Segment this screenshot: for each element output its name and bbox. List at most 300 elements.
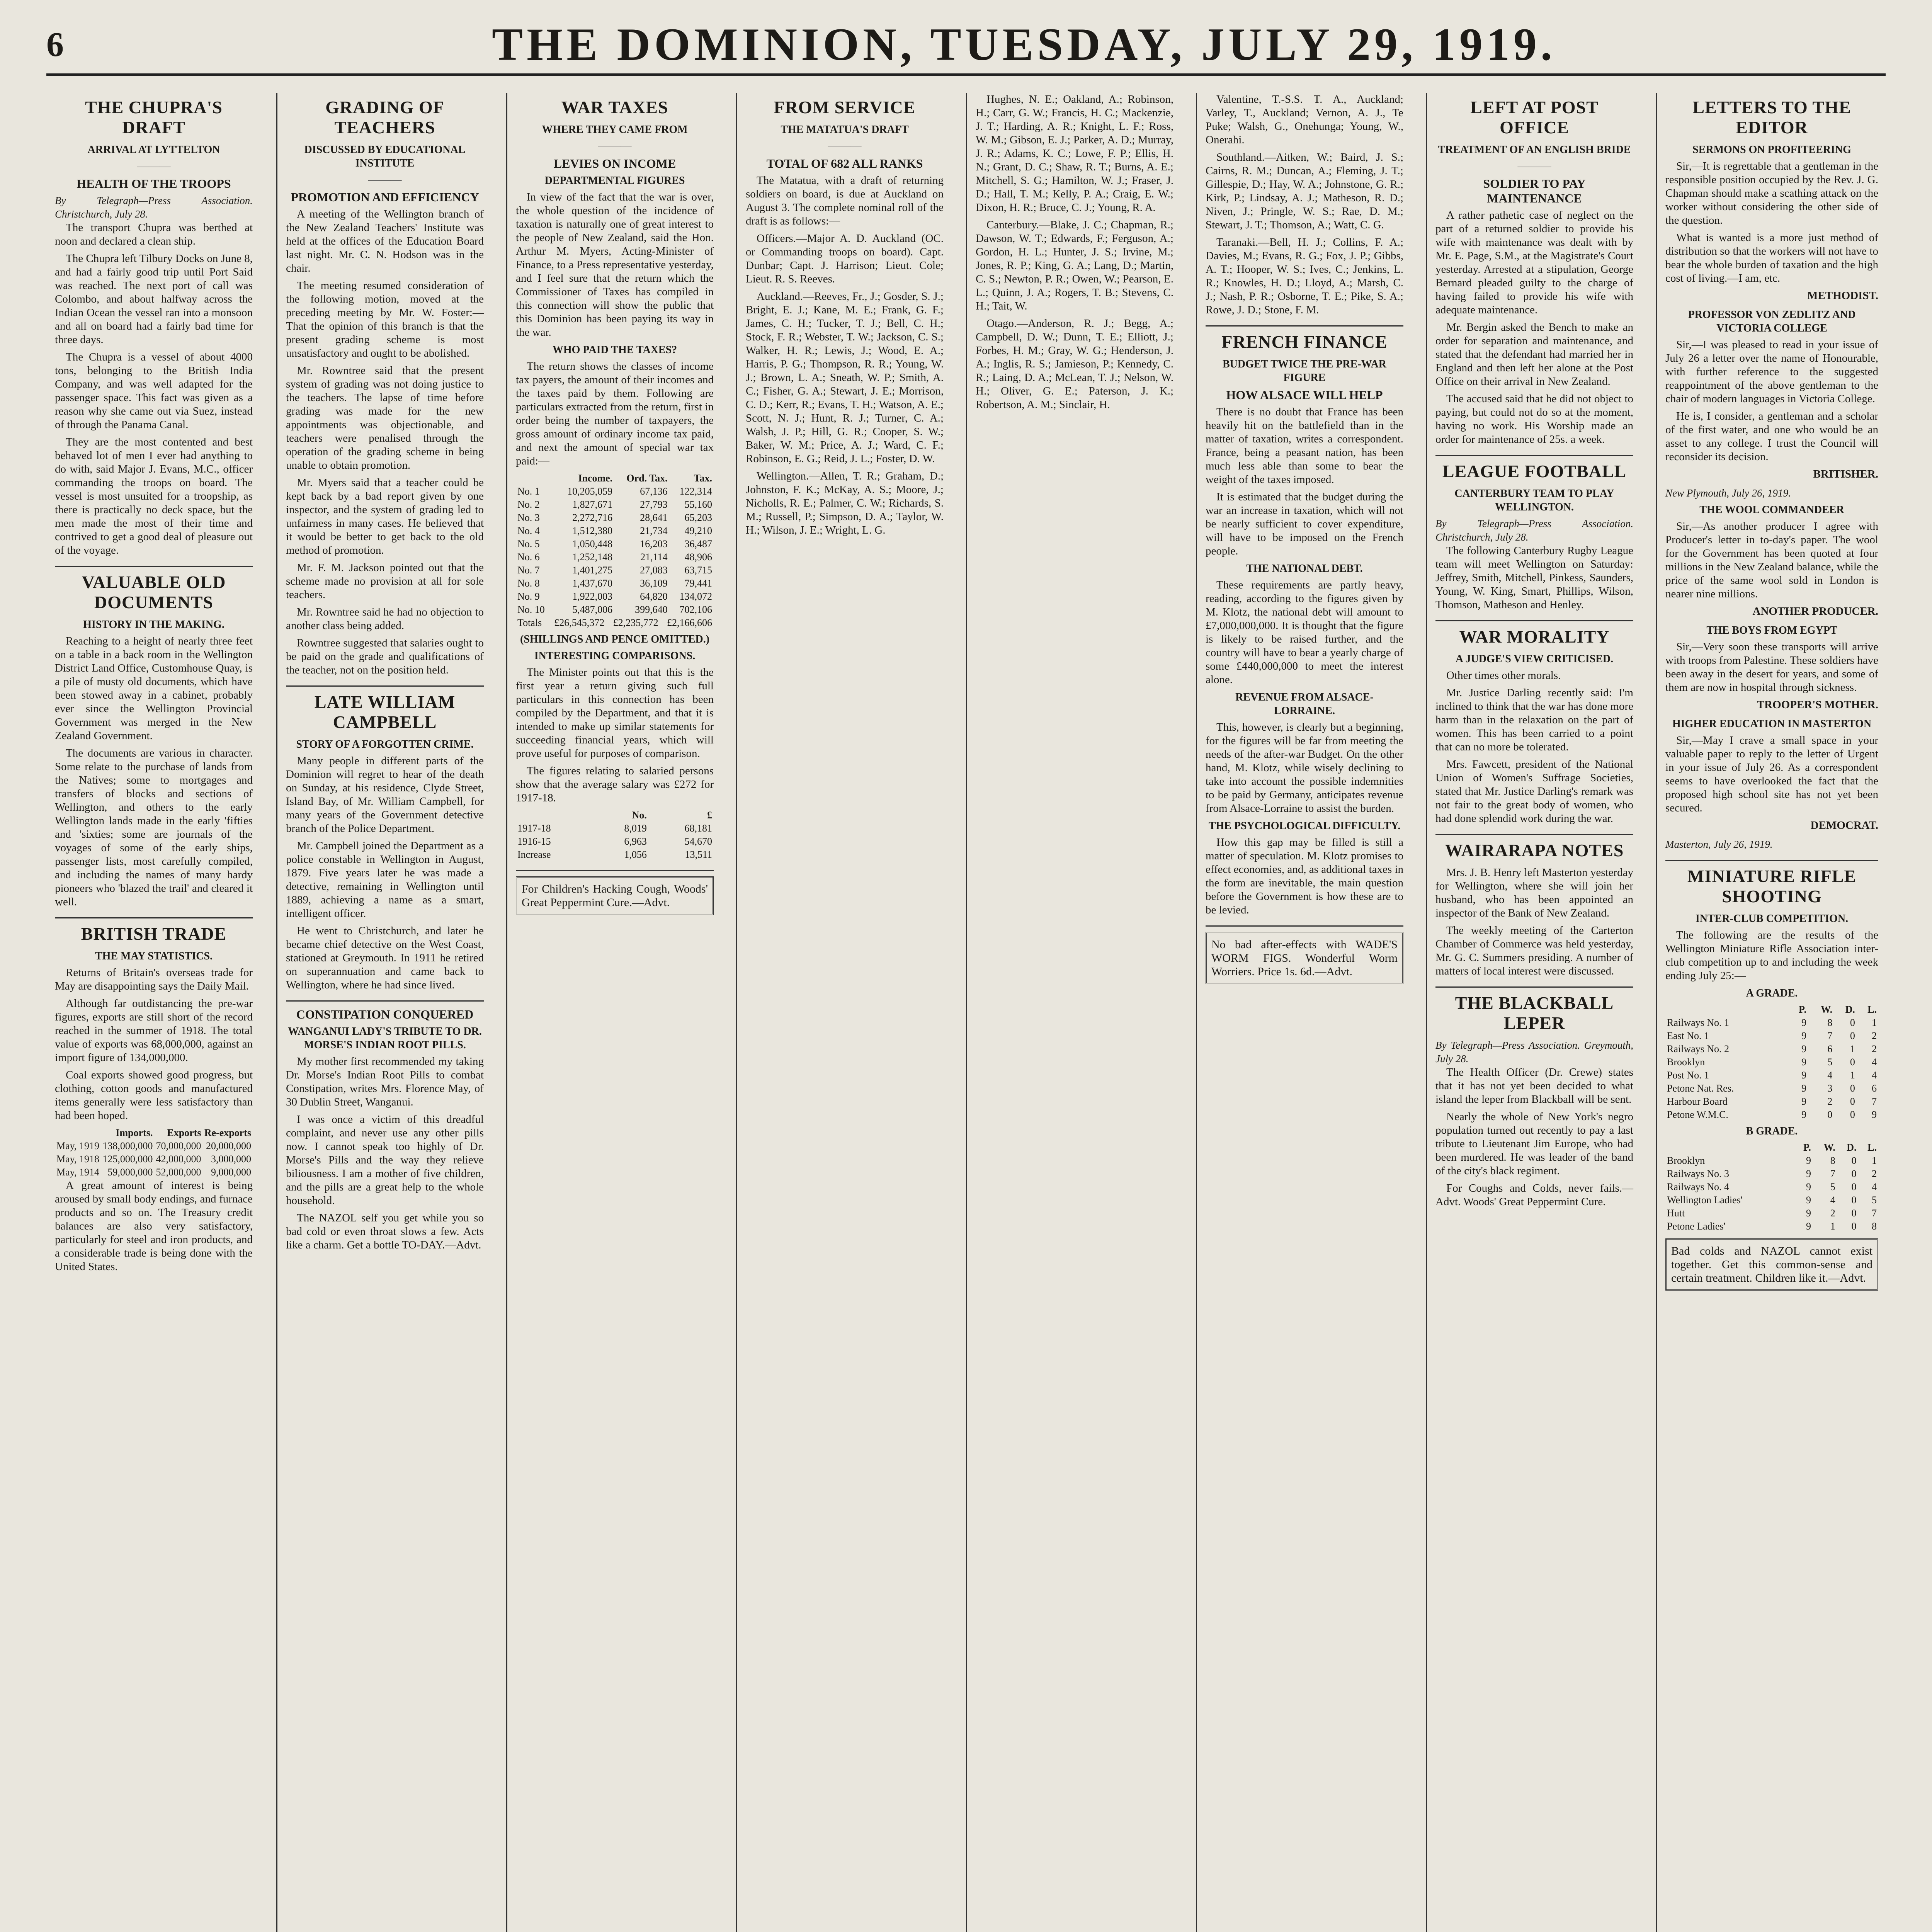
table-header-cell (55, 1126, 101, 1139)
valuable-body (55, 634, 253, 909)
table-cell: 63,715 (684, 565, 712, 576)
table-cell: 9 (1801, 1056, 1806, 1068)
table-cell: 9 (1872, 1109, 1877, 1120)
table-cell: 7 (1872, 1208, 1877, 1219)
british-trade-close (55, 1179, 253, 1274)
paragraph: Wellington.—Allen, T. R.; Graham, D.; Johnston, F. K.; McKay, A. S.; Moore, J.; Nicholls, R. E.; Palmer, C. W.; Richards, S. M.; Russell, P.; Simpson, D. A.; Taylor, W. H.; Wilson, J. E.; Wright, L. G. (746, 470, 944, 536)
table-row (1665, 1082, 1878, 1095)
table-cell: 21,114 (640, 551, 668, 563)
table-cell: 5 (1872, 1194, 1877, 1206)
table-cell: No. 6 (517, 551, 540, 563)
table-cell: No. 3 (517, 512, 540, 523)
income-table (516, 472, 714, 616)
war-morality-body (1435, 669, 1633, 825)
table-header-cell: Imports. (116, 1127, 153, 1138)
worm-figs-advert: No bad after-effects with WADE'S WORM FIGS. Wonderful Worm Worriers. Price 1s. 6d.—Advt. (1206, 932, 1403, 984)
table-cell: 59,000,000 (107, 1167, 153, 1178)
table-cell: No. 8 (517, 578, 540, 589)
nominal-roll (746, 174, 944, 537)
table-header-cell: W. (1821, 1004, 1833, 1015)
rifle-subhead: INTER-CLUB COMPETITION. (1695, 913, 1849, 925)
post-office-headline: LEFT AT POST OFFICE (1470, 97, 1599, 137)
table-cell: 1,512,380 (572, 525, 613, 536)
table-cell: 2,272,716 (572, 512, 613, 523)
income-note: (SHILLINGS AND PENCE OMITTED.) (520, 633, 710, 645)
b-grade-heading: B GRADE. (1746, 1125, 1798, 1137)
table-cell: 4 (1872, 1070, 1877, 1081)
blackball-byline: By Telegraph—Press Association. Greymouth, July 28. (1435, 1039, 1633, 1065)
paragraph: For Coughs and Colds, never fails.—Advt. Woods' Great Peppermint Cure. (1435, 1182, 1633, 1208)
paragraph: Mr. Myers said that a teacher could be kept back by a bad report given by one inspector, and the system of grading led to unfairness in many cases. He believed that it would be better to get back to the old method of promotion. (286, 476, 484, 556)
table-cell: 0 (1851, 1168, 1857, 1179)
paragraph: A rather pathetic case of neglect on the part of a returned soldier to provide his wife with maintenance was dealt with by Mr. E. Page, S.M., at the Magistrate's Court yesterday. Arrested at a stipulation, George Bernard pleaded guilty to the charge of having failed to provide his wife with adequate maintenance. (1435, 209, 1633, 316)
table-row (516, 835, 714, 848)
table-cell: 8 (1872, 1221, 1877, 1232)
table-cell: 7 (1827, 1030, 1833, 1041)
paragraph: The Chupra left Tilbury Docks on June 8, and had a fairly good trip until Port Said was reached. The next port of call was Colombo, and about halfway across the Indian Ocean the vessel ran into a monsoon and all on board had a fairly bad time for three days. (55, 252, 253, 346)
table-cell: 0 (1850, 1017, 1855, 1028)
nazol-advert: Bad colds and NAZOL cannot exist together. Get this common-sense and certain treatment. Children like it.—Advt. (1665, 1238, 1878, 1291)
table-cell: 1 (1872, 1017, 1877, 1028)
education-body (1665, 734, 1878, 815)
column-8 (1656, 93, 1887, 1932)
table-row (516, 564, 714, 577)
table-cell: No. 10 (517, 604, 545, 615)
table-cell: 49,210 (684, 525, 712, 536)
table-cell: No. 5 (517, 538, 540, 549)
valuable-headline: VALUABLE OLD DOCUMENTS (82, 572, 226, 612)
table-row (1665, 1029, 1878, 1043)
table-row (516, 848, 714, 861)
paragraph: Mr. Rowntree said that the present system of grading was not doing justice to the teachers. The lapse of time before grading was made for the new appointments was objectionable, and teachers were penalised through the operation of the grading scheme in being unable to obtain promotion. (286, 364, 484, 471)
paragraph: These requirements are partly heavy, reading, according to the figures given by M. Klotz, the national debt will amount to £7,000,000,000. It is thought that the figure is likely to be raised further, and the country will have to bear a yearly charge of some £440,000,000 to meet the interest alone. (1206, 579, 1403, 686)
paragraph: The weekly meeting of the Carterton Chamber of Commerce was held yesterday, Mr. G. C. Summers presiding. A number of matters of local interest were discussed. (1435, 924, 1633, 977)
table-cell: 2 (1872, 1168, 1877, 1179)
table-cell: 28,641 (640, 512, 668, 523)
paragraph: The Health Officer (Dr. Crewe) states that it has not yet been decided to what island the leper from Blackball will be sent. (1435, 1066, 1633, 1105)
table-cell: 64,820 (640, 591, 668, 602)
table-cell: 9 (1806, 1155, 1811, 1166)
table-cell: 0 (1851, 1194, 1857, 1206)
table-cell: 27,793 (640, 499, 668, 510)
table-header-cell: £ (707, 810, 712, 821)
post-office-section: SOLDIER TO PAY MAINTENANCE (1483, 177, 1586, 205)
paragraph: Nearly the whole of New York's negro population turned out recently to pay a last tribute to Lieutenant Jim Europe, who had been murdered. He was leader of the band of the city's black regiment. (1435, 1111, 1633, 1177)
table-cell: 138,000,000 (102, 1140, 153, 1151)
table-header-cell: Tax. (694, 473, 712, 484)
table-cell: May, 1918 (56, 1153, 99, 1165)
table-row (1665, 1180, 1878, 1194)
paragraph: Mrs. J. B. Henry left Masterton yesterday for Wellington, where she will join her husband, who has been appointed an inspector of the Bank of New Zealand. (1435, 866, 1633, 919)
table-row (1665, 1069, 1878, 1082)
table-cell: 9,000,000 (211, 1167, 251, 1178)
table-header-cell: D. (1847, 1142, 1857, 1153)
page-number: 6 (46, 25, 64, 64)
table-header-cell (516, 472, 554, 485)
campbell-headline: LATE WILLIAM CAMPBELL (314, 692, 456, 732)
table-cell: 13,511 (685, 849, 712, 860)
table-row (1665, 1154, 1878, 1167)
table-cell: May, 1919 (56, 1140, 99, 1151)
league-body (1435, 544, 1633, 612)
column-5 (966, 93, 1182, 1932)
trade-table (55, 1126, 253, 1179)
table-header-row (55, 1126, 253, 1139)
table-row (516, 485, 714, 498)
grading-headline: GRADING OF TEACHERS (325, 97, 444, 137)
from-service-section: TOTAL OF 682 ALL RANKS (766, 156, 923, 170)
table-header-cell: Ord. Tax. (626, 473, 668, 484)
salaried-table (516, 809, 714, 861)
paragraph: How this gap may be filled is still a matter of speculation. M. Klotz promises to effect economies, and, as additional taxes in the form are inevitable, the main question before the Government is how these are to be levied. (1206, 836, 1403, 916)
table-cell: 27,083 (640, 565, 668, 576)
table-cell: 0 (1850, 1109, 1855, 1120)
comparisons-body (516, 666, 714, 805)
paragraph: The Chupra is a vessel of about 4000 tons, belonging to the British India Company, and was well adapted for the passenger space. This fact was given as a reason why she came out via Suez, instead of through the Panama Canal. (55, 351, 253, 431)
table-cell: 36,109 (640, 578, 668, 589)
paragraph: Many people in different parts of the Dominion will regret to hear of the death on Sunday, at his residence, Clyde Street, Island Bay, of Mr. William Campbell, for many years of the Government detective branch of the Police Department. (286, 755, 484, 835)
table-header-cell (1665, 1141, 1795, 1154)
war-taxes-section: DEPARTMENTAL FIGURES (544, 175, 685, 187)
alsace-heading: REVENUE FROM ALSACE-LORRAINE. (1235, 691, 1374, 717)
paragraph: Mrs. Fawcett, president of the National Union of Women's Suffrage Societies, stated that Mr. Justice Darling's remark was not fair to the great body of women, who had done splendid work during the war. (1435, 758, 1633, 825)
table-cell: Harbour Board (1667, 1096, 1728, 1107)
table-header-row (516, 809, 714, 822)
wool-signature: ANOTHER PRODUCER. (1752, 605, 1878, 617)
table-cell: 1,922,003 (572, 591, 613, 602)
paragraph: He went to Christchurch, and later he became chief detective on the West Coast, stationed at Greymouth. In 1911 he retired on superannuation and came back to Wellington, where he had since lived. (286, 925, 484, 991)
table-row (1665, 1194, 1878, 1207)
chupra-section: HEALTH OF THE TROOPS (77, 177, 231, 190)
table-cell: 16,203 (640, 538, 668, 549)
table-cell: No. 1 (517, 486, 540, 497)
paragraph: The Matatua, with a draft of returning soldiers on board, is due at Auckland on August 3. The complete nominal roll of the draft is as follows:— (746, 174, 944, 227)
table-cell: 1,827,671 (572, 499, 613, 510)
table-cell: 70,000,000 (156, 1140, 201, 1151)
table-cell: 1 (1830, 1221, 1835, 1232)
table-cell: 2 (1827, 1096, 1833, 1107)
paragraph: Sir,—It is regrettable that a gentleman in the responsible position occupied by the Rev. J. G. Chapman should make a scathing attack on the worker without considering the other side of the question. (1665, 160, 1878, 226)
column-7: LEFT AT POST OFFICE TREATMENT OF AN ENGLISH BRIDE ——— SOLDIER TO PAY MAINTENANCE A rather pathetic case of neglect on the part of a returned soldier to provide his wife with maintenance was dealt with by Mr. E. Page, S.M., at the Magistrate's Court yesterday. Arrested at a stipulation, George Bernard pleaded guilty to the charge of having failed to provide his wife with adequate maintenance. Mr. Bergin asked the Bench to make an order for separation and maintenance, and stated that the defendant had married her in England and then left her alone at the Post Office on their arrival in New Zealand. The accused said that he did not object to paying, but could not do so at the moment, having no work. His Worship made an order for maintenance of 25s. a week. LEAGUE FOOTBALL CANTERBURY TEAM TO PLAY WELLINGTON. By Telegraph—Press Association. Christchurch, July 28. The following Canterbury Rugby League team will meet Wellington on Saturday: Jeffrey, Smith, Mitchell, Pinkess, Saunders, Young, W. King, Smart, Phillips, Wilson, Thomson, Matheson and Henley. WAR MORALITY A JUDGE'S VIEW CRITICISED. Other times other morals. Mr. Justice Darling recently said: I'm inclined to think that the war has done more harm than in the relaxation on the part of women. This has been carried to a point that can no more be tolerated. Mrs. Fawcett, president of the National Union of Women's Suffrage Societies, stated that Mr. Justice Darling's remark was not fair to the great body of women, who had done splendid work during the war. WAIRARAPA NOTES Mrs. J. B. Henry left Masterton yesterday for Wellington, where she will join her husband, who has been appointed an inspector of the Bank of New Zealand. The weekly meeting of the Carterton Chamber of Commerce was held yesterday, Mr. G. C. Summers presiding. A number of matters of local interest were discussed. THE BLACKBALL LEPER By Telegraph—Press Association. Greymouth, July 28. The Health Officer (Dr. Crewe) states that it has not yet been decided to what island the leper from Blackball will be sent. Nearly the whole of New York's negro population turned out recently to pay a last tribute to Lieutenant Jim Europe, who had been murdered. He was leader of the band of the city's black regiment. For Coughs and Colds, never fails.—Advt. Woods' Great Peppermint Cure. (1426, 93, 1642, 1932)
wool-body (1665, 520, 1878, 601)
table-cell: 54,670 (684, 836, 712, 847)
league-subhead: CANTERBURY TEAM TO PLAY WELLINGTON. (1454, 488, 1614, 513)
paragraph: The Minister points out that this is the first year a return giving such full particulars in this connection has been compiled by the Department, and that it is intended to make up similar statements for succeeding financial years, which will prove useful for purposes of comparison. (516, 666, 714, 760)
table-cell: 10,205,059 (567, 486, 613, 497)
table-cell: 9 (1806, 1168, 1811, 1179)
chupra-body (55, 221, 253, 557)
paragraph: The NAZOL self you get while you so bad cold or even throat slows a few. Acts like a charm. Get a bottle TO-DAY.—Advt. (286, 1212, 484, 1251)
paragraph: Reaching to a height of nearly three feet on a table in a back room in the Wellington District Land Office, Customhouse Quay, is a pile of musty old documents, which have been stowed away in a cabinet, probably ever since the Wellington Provincial Government was merged in the New Zealand Government. (55, 635, 253, 742)
education-place: Masterton, July 26, 1919. (1665, 838, 1773, 850)
table-cell: 1,252,148 (572, 551, 613, 563)
table-cell: 36,487 (684, 538, 712, 549)
table-header-cell: W. (1823, 1142, 1835, 1153)
war-morality-headline: WAR MORALITY (1459, 627, 1610, 646)
table-header-cell (516, 809, 594, 822)
table-cell: 0 (1850, 1096, 1855, 1107)
table-cell: 0 (1850, 1083, 1855, 1094)
zedlitz-body (1665, 338, 1878, 464)
table-cell: East No. 1 (1667, 1030, 1709, 1041)
table-row (55, 1139, 253, 1153)
nominal-roll-end (1206, 93, 1403, 317)
table-cell: 7 (1830, 1168, 1835, 1179)
table-row (55, 1153, 253, 1166)
table-row (55, 1166, 253, 1179)
table-cell: Railways No. 3 (1667, 1168, 1730, 1179)
table-row (1665, 1043, 1878, 1056)
column-3: WAR TAXES WHERE THEY CAME FROM ——— LEVIES ON INCOME DEPARTMENTAL FIGURES In view of the fact that the war is over, the whole question of the incidence of taxation is naturally one of great interest to the people of New Zealand, said the Hon. Arthur M. Myers, Acting-Minister of Finance, to a Press representative yesterday, and I feel sure that the return which the Commissioner of Taxes has compiled in this connection will show the public that this Dominion has been paying its way in the war. WHO PAID THE TAXES? The return shows the classes of income tax payers, the amount of their incomes and the taxes paid by them. Following are particulars extracted from the return, first in order being the number of taxpayers, the gross amount of ordinary income tax paid, and next the amount of special war tax paid:— Income. Ord. Tax. Tax. No. 1 10,205,059 67,136 122,314 No. 2 1,827,671 27,793 55,160 No. 3 2,272,716 28,641 65,203 No. 4 1,512,380 21,734 49,210 No. 5 1,050,448 16,203 36,487 No. 6 1,252,148 21,114 48,906 No. 7 1,401,275 27,083 63,715 No. 8 1,437,670 36,109 79,441 No. 9 1,922,003 64,820 134,072 No. 10 5,487,006 399,640 702,106 Totals £26,545,372 £2,235,772 £2,166,606 (SHILLINGS AND PENCE OMITTED.) INTERESTING COMPARISONS. The Minister points out that this is the first year a return giving such full particulars in this connection has been compiled by the Department, and that it is intended to make up similar statements for succeeding financial years, which will prove useful for purposes of comparison. The figures relating to salaried persons show that the average salary was £272 for 1917-18. No. £ 1917-18 8,019 68,181 1916-15 6,963 54,670 Increase 1,056 13,511 For Children's Hacking Cough, Woods' Great Peppermint Cure.—Advt. (506, 93, 722, 1932)
table-cell: 20,000,000 (206, 1140, 251, 1151)
table-cell: 2 (1830, 1208, 1835, 1219)
table-cell: 0 (1851, 1155, 1857, 1166)
paragraph: Sir,—I was pleased to read in your issue of July 26 a letter over the name of Honourable, with further reference to the suggested reappointment of the above gentleman to the chair of modern languages in Victoria College. (1665, 338, 1878, 405)
table-cell: 8,019 (624, 823, 647, 834)
paragraph: I was once a victim of this dreadful complaint, and never use any other pills now. I cannot speak too highly of Dr. Morse's Pills and the way they relieve biliousness. I am a mother of five children, and the pills are a great help to the whole household. (286, 1113, 484, 1207)
letters-headline: LETTERS TO THE EDITOR (1692, 97, 1851, 137)
table-header-row (1665, 1003, 1878, 1016)
table-cell: 1916-15 (517, 836, 551, 847)
table-cell: 1917-18 (517, 823, 551, 834)
table-cell: 122,314 (679, 486, 712, 497)
profiteering-heading: SERMONS ON PROFITEERING (1692, 144, 1851, 156)
table-cell: Petone W.M.C. (1667, 1109, 1728, 1120)
paragraph: What is wanted is a more just method of distribution so that the workers will not have to bear the whole burden of taxation and the high cost of living.—I am, etc. (1665, 231, 1878, 284)
egypt-signature: TROOPER'S MOTHER. (1757, 699, 1878, 711)
paragraph: My mother first recommended my taking Dr. Morse's Indian Root Pills to combat Constipation, writes Mrs. Florence May, of 30 Dublin Street, Wanganui. (286, 1055, 484, 1108)
table-row (1665, 1108, 1878, 1121)
a-grade-table (1665, 1003, 1878, 1121)
a-grade-heading: A GRADE. (1746, 987, 1798, 999)
paragraph: The transport Chupra was berthed at noon and declared a clean ship. (55, 221, 253, 247)
table-cell: 48,906 (684, 551, 712, 563)
british-trade-subhead: THE MAY STATISTICS. (95, 950, 213, 962)
who-paid-body (516, 360, 714, 468)
table-cell: 3,000,000 (211, 1153, 251, 1165)
table-cell: 702,106 (679, 604, 712, 615)
profiteering-signature: METHODIST. (1807, 289, 1878, 302)
french-finance-subhead: BUDGET TWICE THE PRE-WAR FIGURE (1223, 358, 1386, 384)
british-trade-body (55, 966, 253, 1122)
table-cell: 1,437,670 (572, 578, 613, 589)
table-cell: 4 (1872, 1056, 1877, 1068)
table-cell: Post No. 1 (1667, 1070, 1709, 1081)
table-cell: 125,000,000 (102, 1153, 153, 1165)
paragraph: He is, I consider, a gentleman and a scholar of the first water, and one who would be an asset to any college. I trust the Council will reconsider its decision. (1665, 410, 1878, 463)
table-header-cell (1665, 1003, 1789, 1016)
paragraph: The documents are various in character. Some relate to the purchase of lands from the Natives; some to mortgages and transfers of blocks and sections of Wellington, and others to the early Wellington lands made in the early 'fifties and 'sixties; some are journals of the voyages of some of the early ships, passenger lists, most carefully compiled, and including the names of many hardy pioneers who 'blazed the trail' and cleared it well. (55, 747, 253, 908)
table-header-cell: Re-exports (204, 1127, 251, 1138)
paragraph: This, however, is clearly but a beginning, for the figures will be far from meeting the needs of the after-war Budget. On the other hand, M. Klotz, while wisely declining to take into account the possible indemnities to be paid by Germany, anticipates revenue from Alsace-Lorraine to assist the burden. (1206, 721, 1403, 815)
paragraph: Mr. Justice Darling recently said: I'm inclined to think that the war has done more harm than in the relaxation on the part of women. This has been carried to a point that can no more be tolerated. (1435, 687, 1633, 753)
war-taxes-headline: WAR TAXES (561, 97, 668, 117)
column-2: GRADING OF TEACHERS DISCUSSED BY EDUCATIONAL INSTITUTE ——— PROMOTION AND EFFICIENCY A meeting of the Wellington branch of the New Zealand Teachers' Institute was held at the offices of the Education Board last night. Mr. C. N. Hodson was in the chair. The meeting resumed consideration of the following motion, moved at the preceding meeting by Mr. W. Foster:— That the opinion of this branch is that the present grading scheme is most unsatisfactory and ought to be abolished. Mr. Rowntree said that the present system of grading was not doing justice to the teachers. The lapse of time before grading was made for the new appointments was objectionable, and teachers were penalised through the operation of the grading scheme in being unable to obtain promotion. Mr. Myers said that a teacher could be kept back by a bad report given by one inspector, and the system of grading led to unfairness in many cases. He believed that it would be better to get back to the old method of promotion. Mr. F. M. Jackson pointed out that the scheme made no provision at all for sole teachers. Mr. Rowntree said he had no objection to another class being added. Rowntree suggested that salaries ought to be paid on the grade and qualifications of the teacher, not on the position held. LATE WILLIAM CAMPBELL STORY OF A FORGOTTEN CRIME. Many people in different parts of the Dominion will regret to hear of the death on Sunday, at his residence, Clyde Street, Island Bay, of Mr. William Campbell, for many years of the Government detective branch of the Police Department. Mr. Campbell joined the Department as a police constable in Wellington in August, 1879. Five years later he was made a detective, remaining in Wellington until 1889, achieving a name as a smart, intelligent officer. He went to Christchurch, and later he became chief detective on the West Coast, stationed at Greymouth. In 1911 he retired on superannuation and came back to Wellington, where he had since lived. CONSTIPATION CONQUERED WANGANUI LADY'S TRIBUTE TO DR. MORSE'S INDIAN ROOT PILLS. My mother first recommended my taking Dr. Morse's Indian Root Pills to combat Constipation, writes Mrs. Florence May, of 30 Dublin Street, Wanganui. I was once a victim of this dreadful complaint, and never use any other pills now. I cannot speak too highly of Dr. Morse's Pills and the way they relieve biliousness. I am a mother of five children, and the pills are a great help to the whole household. The NAZOL self you get while you so bad cold or even throat slows a few. Acts like a charm. Get a bottle TO-DAY.—Advt. (276, 93, 492, 1932)
education-heading: HIGHER EDUCATION IN MASTERTON (1672, 718, 1872, 730)
income-total-row: Totals £26,545,372 £2,235,772 £2,166,606 (517, 617, 712, 628)
national-debt-body (1206, 578, 1403, 687)
french-finance-body (1206, 405, 1403, 558)
table-cell: 9 (1806, 1221, 1811, 1232)
table-cell: 9 (1801, 1096, 1806, 1107)
table-cell: 6 (1872, 1083, 1877, 1094)
table-cell: 1,056 (624, 849, 647, 860)
from-service-headline: FROM SERVICE (774, 97, 916, 117)
war-morality-subhead: A JUDGE'S VIEW CRITICISED. (1455, 653, 1614, 665)
paragraph: Rowntree suggested that salaries ought to be paid on the grade and qualifications of the teacher, not on the position held. (286, 637, 484, 676)
table-cell: 0 (1851, 1221, 1857, 1232)
nominal-roll-continued (976, 93, 1173, 412)
table-header-cell: No. (632, 810, 647, 821)
paragraph: Other times other morals. (1446, 669, 1561, 682)
constipation-body (286, 1055, 484, 1252)
table-cell: 9 (1806, 1181, 1811, 1192)
paragraph: A great amount of interest is being aroused by small body endings, and furnace products and so on. The Treasury credit balances are also very satisfactory, particularly for steel and iron products, and a considerable trade is being done with the United States. (55, 1179, 253, 1273)
table-cell: 79,441 (684, 578, 712, 589)
wairarapa-headline: WAIRARAPA NOTES (1445, 840, 1624, 860)
table-cell: 9 (1801, 1043, 1806, 1054)
grading-subhead: DISCUSSED BY EDUCATIONAL INSTITUTE (304, 144, 466, 169)
paragraph: Sir,—As another producer I agree with Producer's letter in to-day's paper. The wool for the Government has been quoted at four millions in the New Zealand balance, while the price of the same wool sold in London is nearer nine millions. (1665, 520, 1878, 600)
war-taxes-subhead: WHERE THEY CAME FROM (542, 124, 688, 136)
wool-heading: THE WOOL COMMANDEER (1699, 504, 1844, 516)
chupra-headline: THE CHUPRA'S DRAFT (85, 97, 223, 137)
paragraph: Although far outdistancing the pre-war figures, exports are still short of the record reached in the summer of 1918. The total value of exports was 68,000,000, against an import figure of 134,000,000. (55, 997, 253, 1064)
table-cell: 0 (1851, 1181, 1857, 1192)
table-row (516, 603, 714, 616)
zedlitz-heading: PROFESSOR VON ZEDLITZ AND VICTORIA COLLEGE (1688, 309, 1856, 334)
table-cell: 1 (1872, 1155, 1877, 1166)
table-row (516, 524, 714, 537)
table-cell: No. 9 (517, 591, 540, 602)
paragraph: A meeting of the Wellington branch of the New Zealand Teachers' Institute was held at the offices of the Education Board last night. Mr. C. N. Hodson was in the chair. (286, 208, 484, 274)
masthead (46, 15, 1886, 76)
table-header-cell: L. (1867, 1142, 1877, 1153)
table-cell: 42,000,000 (156, 1153, 201, 1165)
paragraph: The following Canterbury Rugby League team will meet Wellington on Saturday: Jeffrey, Smith, Mitchell, Pinkess, Saunders, Young, W. King, Smart, Phillips, Wilson, Thomson, Matheson and Henley. (1435, 544, 1633, 611)
newspaper-title: THE DOMINION, TUESDAY, JULY 29, 1919. (492, 19, 1556, 70)
blackball-headline: THE BLACKBALL LEPER (1455, 993, 1614, 1033)
blackball-body (1435, 1066, 1633, 1209)
column-1: THE CHUPRA'S DRAFT ARRIVAL AT LYTTELTON ——— HEALTH OF THE TROOPS By Telegraph—Press Association. Christchurch, July 28. The transport Chupra was berthed at noon and declared a clean ship. The Chupra left Tilbury Docks on June 8, and had a fairly good trip until Port Said was reached. The next port of call was Colombo, and about halfway across the Indian Ocean the vessel ran into a monsoon and all on board had a fairly bad time for three days. The Chupra is a vessel of about 4000 tons, belonging to the British India Company, and was well adapted for the passenger space. This fact was given as a reason why she came out via Suez, instead of through the Panama Canal. They are the most contented and best behaved lot of men I ever had anything to do with, said Major J. Evans, M.C., officer commanding the troops on board. The vessel is most unsuited for a troopship, as there is practically no deck space, but the men made the most of their time and contrived to get a good deal of pleasure out of the voyage. VALUABLE OLD DOCUMENTS HISTORY IN THE MAKING. Reaching to a height of nearly three feet on a table in a back room in the Wellington District Land Office, Customhouse Quay, is a pile of musty old documents, which have been stowed away in a cabinet, probably ever since the Wellington Provincial Government was merged in the New Zealand Government. The documents are various in character. Some relate to the purchase of lands from the Natives; some to mortgages and transfers of blocks and sections of Wellington, and others to the early Wellington lands made in the early 'fifties and 'sixties; some are journals of the voyages of some of the early ships, passenger lists, most carefully compiled, and including the names of many hardy pioneers who 'blazed the trail' and cleared it well. BRITISH TRADE THE MAY STATISTICS. Returns of Britain's overseas trade for May are disappointing says the Daily Mail. Although far outdistancing the pre-war figures, exports are still short of the record reached in the summer of 1918. The total value of exports was 68,000,000, against an import figure of 134,000,000. Coal exports showed good progress, but clothing, cotton goods and manufactured items generally were less satisfactory than had been hoped. Imports. Exports Re-exports May, 1919 138,000,000 70,000,000 20,000,000 May, 1918 125,000,000 42,000,000 3,000,000 May, 1914 59,000,000 52,000,000 9,000,000 A great amount of interest is being aroused by small body endings, and furnace products and so on. The Treasury credit balances are also very satisfactory, particularly for steel and iron products, and a considerable trade is being done with the United States. (55, 97, 253, 1273)
paragraph: Valentine, T.-S.S. T. A., Auckland; Varley, T., Auckland; Vernon, A. J., Te Puke; Walsh, G., Onehunga; Young, W., Onerahi. (1206, 93, 1403, 146)
paragraph: The return shows the classes of income tax payers, the amount of their incomes and the taxes paid by them. Following are particulars extracted from the return, first in order being the number of taxpayers, the gross amount of ordinary income tax paid, and next the amount of special war tax paid:— (516, 360, 714, 467)
paragraph: Southland.—Aitken, W.; Baird, J. S.; Cairns, R. M.; Duncan, A.; Fleming, J. T.; Gillespie, D.; Hay, W. A.; Johnstone, G. R.; Kirk, P.; Lindsay, A. J.; Matheson, R. D.; Niven, J.; Pringle, W. S.; Rae, D. M.; Stewart, J. T.; Thomson, A.; Watt, C. G. (1206, 151, 1403, 231)
egypt-heading: THE BOYS FROM EGYPT (1706, 624, 1837, 636)
paragraph: There is no doubt that France has been heavily hit on the battlefield than in the matter of taxation, writes a correspondent. France, being a peasant nation, has been much less able than some to bear the weight of the taxes imposed. (1206, 406, 1403, 486)
table-cell: 5,487,006 (572, 604, 613, 615)
table-cell: 134,072 (679, 591, 712, 602)
table-row (516, 590, 714, 603)
table-header-cell: Income. (578, 473, 613, 484)
grading-section: PROMOTION AND EFFICIENCY (291, 190, 479, 204)
rifle-headline: MINIATURE RIFLE SHOOTING (1687, 866, 1857, 906)
table-cell: 6,963 (624, 836, 647, 847)
paragraph: It is estimated that the budget during the war an increase in taxation, which will not be nearly sufficient to cover expenditure, will have to be imposed on the French people. (1206, 491, 1403, 557)
table-cell: 1 (1850, 1043, 1855, 1054)
table-row (1665, 1056, 1878, 1069)
french-finance-section: HOW ALSACE WILL HELP (1226, 388, 1383, 402)
table-row (1665, 1220, 1878, 1233)
table-cell: 2 (1872, 1030, 1877, 1041)
table-row (516, 498, 714, 511)
egypt-body (1665, 640, 1878, 694)
paragraph: Coal exports showed good progress, but clothing, cotton goods and manufactured items generally were less satisfactory than had been hoped. (55, 1069, 253, 1122)
table-cell: Brooklyn (1667, 1155, 1705, 1166)
table-cell: Hutt (1667, 1208, 1685, 1219)
table-cell: 1 (1850, 1070, 1855, 1081)
table-cell: 1,401,275 (572, 565, 613, 576)
table-cell: 0 (1850, 1030, 1855, 1041)
column-4: FROM SERVICE THE MATATUA'S DRAFT ——— TOTAL OF 682 ALL RANKS The Matatua, with a draft of returning soldiers on board, is due at Auckland on August 3. The complete nominal roll of the draft is as follows:— Officers.—Major A. D. Auckland (OC. or Commanding troops on board). Capt. Dunbar; Capt. J. Harrison; Lieut. Cole; Lieut. R. S. Reeves. Auckland.—Reeves, Fr., J.; Gosder, S. J.; Bright, E. J.; Kane, M. E.; Frank, G. F.; James, C. H.; Tucker, T. J.; Bell, C. H.; Stock, F. R.; Webster, T. W.; Jackson, C. S.; Walker, H. R.; Lewis, J.; Wood, E. A.; Harris, P. G.; Thompson, R. R.; Young, W. J.; Brown, L. A.; Sneath, W. P.; Smith, A. C.; Fisher, G. A.; Stewart, J. E.; Morrison, C. D.; Kerr, R.; Evans, T. H.; Watson, A. E.; Scott, N. J.; Hunt, R. J.; Turner, C. A.; Walsh, J. P.; Hill, G. R.; Cooper, S. W.; Baker, W. M.; Price, A. J.; Ward, C. F.; Robinson, E. G.; Reid, J. L.; Foster, D. W. Wellington.—Allen, T. R.; Graham, D.; Johnston, F. K.; McKay, A. S.; Moore, J.; Nicholls, R. E.; Palmer, C. W.; Richards, S. M.; Russell, P.; Simpson, D. A.; Taylor, W. H.; Wilson, J. E.; Wright, L. G. (736, 93, 952, 1932)
table-cell: 9 (1801, 1083, 1806, 1094)
table-cell: 55,160 (684, 499, 712, 510)
league-byline: By Telegraph—Press Association. Christchurch, July 28. (1435, 518, 1633, 543)
table-cell: 8 (1830, 1155, 1835, 1166)
b-grade-table (1665, 1141, 1878, 1233)
alsace-body (1206, 721, 1403, 815)
comparisons-heading: INTERESTING COMPARISONS. (534, 650, 696, 662)
table-row (1665, 1016, 1878, 1029)
table-cell: No. 4 (517, 525, 540, 536)
table-cell: 21,734 (640, 525, 668, 536)
table-cell: 9 (1801, 1070, 1806, 1081)
table-cell: Railways No. 2 (1667, 1043, 1730, 1054)
who-paid-heading: WHO PAID THE TAXES? (552, 344, 677, 356)
table-header-cell: P. (1798, 1004, 1806, 1015)
war-taxes-subhead-2: LEVIES ON INCOME (553, 156, 676, 170)
paragraph: The meeting resumed consideration of the following motion, moved at the preceding meeting by Mr. W. Foster:— That the opinion of this branch is that the present grading scheme is most unsatisfactory and ought to be abolished. (286, 279, 484, 359)
chupra-subhead: ARRIVAL AT LYTTELTON (87, 144, 220, 156)
paragraph: Sir,—May I crave a small space in your valuable paper to reply to the letter of Urgent in your issue of July 26. As a correspondent seems to have overlooked the fact that the proposed high school site has not yet been secured. (1665, 734, 1878, 814)
table-header-row (1665, 1141, 1878, 1154)
table-row (1665, 1167, 1878, 1180)
war-taxes-body (516, 190, 714, 339)
table-cell: 0 (1851, 1208, 1857, 1219)
table-cell: 5 (1827, 1056, 1833, 1068)
constipation-subhead: WANGANUI LADY'S TRIBUTE TO DR. MORSE'S INDIAN ROOT PILLS. (288, 1026, 482, 1051)
table-cell: 7 (1872, 1096, 1877, 1107)
table-row (516, 551, 714, 564)
table-cell: 68,181 (684, 823, 712, 834)
post-office-body (1435, 209, 1633, 446)
table-cell: 67,136 (640, 486, 668, 497)
table-header-cell: Exports (167, 1127, 201, 1138)
league-headline: LEAGUE FOOTBALL (1442, 461, 1627, 481)
from-service-subhead: THE MATATUA'S DRAFT (781, 124, 909, 136)
paragraph: Mr. Campbell joined the Department as a police constable in Wellington in August, 1879. Five years later he was made a detective, remaining in Wellington until 1889, achieving a name as a smart, intelligent officer. (286, 840, 484, 920)
table-cell: 6 (1827, 1043, 1833, 1054)
paragraph: Canterbury.—Blake, J. C.; Chapman, R.; Dawson, W. T.; Edwards, F.; Ferguson, A.; Gordon, H. L.; Hunter, J. S.; Irvine, M.; Jones, R. P.; King, G. A.; Lang, D.; Martin, C. S.; Newton, P. R.; Owen, W.; Pearson, E. L.; Quinn, J. A.; Rogers, T. B.; Stevens, C. H.; Tait, W. (976, 219, 1173, 312)
table-cell: 65,203 (684, 512, 712, 523)
table-cell: Wellington Ladies' (1667, 1194, 1743, 1206)
rifle-intro: The following are the results of the Wellington Miniature Rifle Association inter-club competition up to and including the week ending July 25:— (1665, 929, 1878, 982)
paragraph: The accused said that he did not object to paying, but could not do so at the moment, having no work. His Worship made an order for maintenance of 25s. a week. (1435, 393, 1633, 446)
table-header-cell: L. (1867, 1004, 1877, 1015)
table-cell: 1,050,448 (572, 538, 613, 549)
paragraph: Hughes, N. E.; Oakland, A.; Robinson, H.; Carr, G. W.; Francis, H. C.; Mackenzie, J. T.; Harding, A. R.; Knight, L. F.; Ross, W. M.; Gibson, E. J.; Parker, A. D.; Murray, J. R.; Adams, K. C.; Lowe, F. P.; Ellis, H. N.; Grant, D. C.; Shaw, R. T.; Burns, A. E.; Mitchell, S. G.; Hamilton, W. J.; Fraser, J. D.; Hall, T. M.; Kelly, P. A.; Craig, E. W.; Dixon, H. R.; Bruce, C. J.; Young, R. A. (976, 93, 1173, 214)
table-header-cell: P. (1803, 1142, 1811, 1153)
paragraph: In view of the fact that the war is over, the whole question of the incidence of taxation is naturally one of great interest to the people of New Zealand, said the Hon. Arthur M. Myers, Acting-Minister of Finance, to a Press representative yesterday, and I feel sure that the return which the Commissioner of Taxes has compiled in this connection will show the public that this Dominion has been paying its way in the war. (516, 191, 714, 338)
table-cell: 0 (1827, 1109, 1833, 1120)
table-cell: 9 (1801, 1017, 1806, 1028)
psychological-heading: THE PSYCHOLOGICAL DIFFICULTY. (1208, 820, 1401, 832)
table-cell: 399,640 (635, 604, 668, 615)
table-cell: Brooklyn (1667, 1056, 1705, 1068)
french-finance-headline: FRENCH FINANCE (1221, 332, 1388, 352)
wairarapa-body (1435, 866, 1633, 978)
paragraph: Otago.—Anderson, R. J.; Begg, A.; Campbell, D. W.; Dunn, T. E.; Elliott, J.; Forbes, H. M.; Gray, W. G.; Henderson, J. A.; Inglis, R. S.; Jamieson, P.; Kennedy, C. R.; Laing, D. A.; McLean, T. J.; Nelson, W. H.; Oliver, G. E.; Paterson, J. K.; Robertson, A. M.; Sinclair, H. (976, 317, 1173, 411)
